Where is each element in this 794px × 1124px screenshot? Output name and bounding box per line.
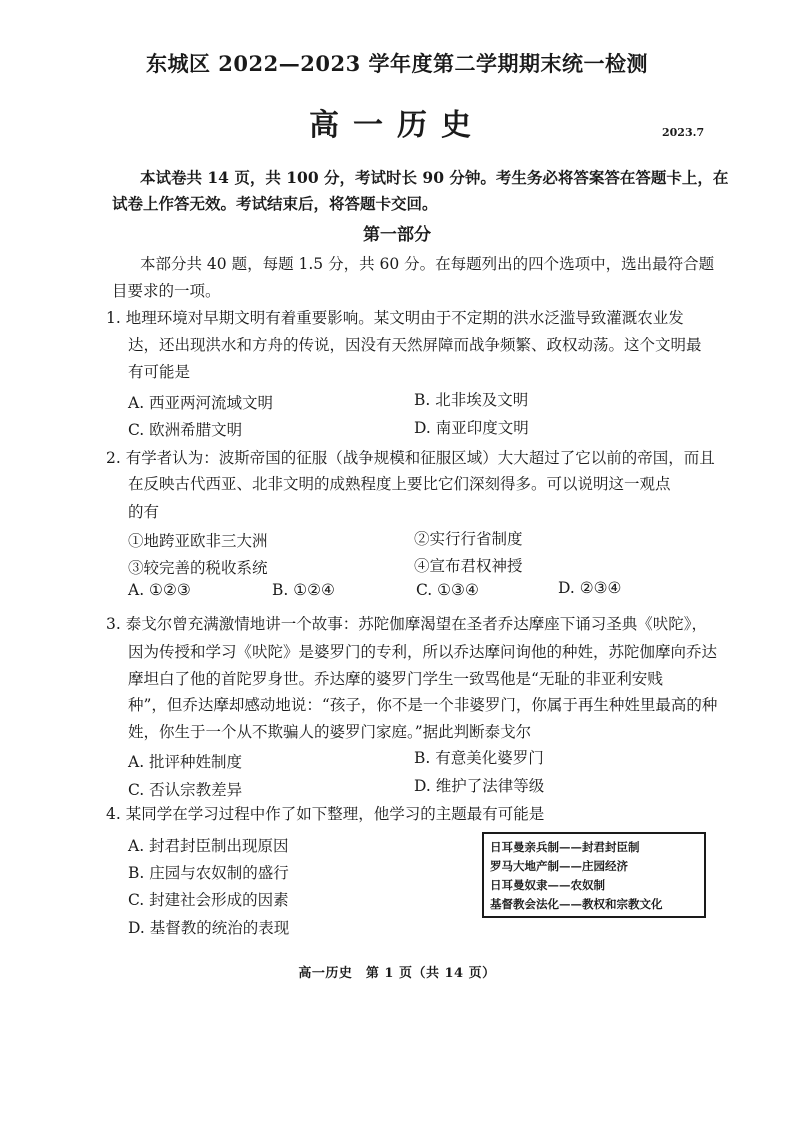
q2-option-d: D. ②③④: [558, 579, 622, 597]
q2-stem-line: 2. 有学者认为：波斯帝国的征服（战争规模和征服区域）大大超过了它以前的帝国，而且: [106, 449, 715, 467]
q4-notes-box: [482, 832, 706, 918]
q4-option-c: C. 封建社会形成的因素: [128, 891, 289, 909]
q3-stem-line: 摩坦白了他的首陀罗身世。乔达摩的婆罗门学生一致骂他是“无耻的非亚利安贱: [128, 670, 663, 688]
q1-option-c: C. 欧洲希腊文明: [128, 421, 243, 439]
q2-option-a: A. ①②③: [128, 581, 191, 599]
q2-item-4: ④宣布君权神授: [414, 557, 523, 575]
q1-option-d: D. 南亚印度文明: [414, 419, 529, 437]
q4-option-a: A. 封君封臣制出现原因: [128, 837, 289, 855]
q2-item-1: ①地跨亚欧非三大洲: [128, 532, 268, 550]
q4-note-line: 基督教会法化——教权和宗教文化: [490, 897, 663, 911]
q2-item-2: ②实行行省制度: [414, 530, 523, 548]
q1-stem-line: 1. 地理环境对早期文明有着重要影响。某文明由于不定期的洪水泛滥导致灌溉农业发: [106, 309, 684, 327]
q2-stem-line: 的有: [128, 503, 160, 521]
q3-stem-line: 姓，你生于一个从不欺骗人的婆罗门家庭。”据此判断泰戈尔: [128, 723, 532, 741]
q4-option-b: B. 庄园与农奴制的盛行: [128, 864, 289, 882]
q4-note-line: 日耳曼奴隶——农奴制: [490, 878, 605, 892]
subject-title: 高一历史: [309, 108, 485, 143]
intro-line-2: 试卷上作答无效。考试结束后，将答题卡交回。: [112, 194, 438, 213]
exam-title: 东城区 2022—2023 学年度第二学期期末统一检测: [145, 51, 648, 76]
q4-note-line: 日耳曼亲兵制——封君封臣制: [490, 840, 640, 854]
page-footer: 高一历史 第 1 页（共 14 页）: [298, 966, 496, 981]
q3-stem-line: 因为传授和学习《吠陀》是婆罗门的专利，所以乔达摩问询他的种姓，苏陀伽摩向乔达: [128, 643, 718, 661]
q1-stem-line: 有可能是: [128, 363, 191, 381]
intro-line-1: 本试卷共 14 页，共 100 分，考试时长 90 分钟。考生务必将答案答在答题卡上，在: [140, 168, 729, 187]
q3-option-b: B. 有意美化婆罗门: [414, 749, 544, 767]
q3-option-d: D. 维护了法律等级: [414, 777, 545, 795]
q3-stem-line: 种”，但乔达摩却感动地说：“孩子，你不是一个非婆罗门，你属于再生种姓里最高的种: [128, 696, 718, 714]
q3-option-c: C. 否认宗教差异: [128, 781, 243, 799]
section-desc-line-2: 目要求的一项。: [112, 282, 221, 300]
q2-stem-line: 在反映古代西亚、北非文明的成熟程度上要比它们深刻得多。可以说明这一观点: [128, 475, 671, 493]
q3-option-a: A. 批评种姓制度: [128, 753, 243, 771]
q4-stem-line: 4. 某同学在学习过程中作了如下整理，他学习的主题最有可能是: [106, 805, 545, 823]
section-desc-line-1: 本部分共 40 题，每题 1.5 分，共 60 分。在每题列出的四个选项中，选出最符合题: [140, 255, 715, 273]
q4-note-line: 罗马大地产制——庄园经济: [490, 859, 628, 873]
q2-option-b: B. ①②④: [272, 581, 335, 599]
q3-stem-line: 3. 泰戈尔曾充满激情地讲一个故事：苏陀伽摩渴望在圣者乔达摩座下诵习圣典《吠陀》，: [106, 615, 707, 633]
q1-option-b: B. 北非埃及文明: [414, 391, 529, 409]
section-title: 第一部分: [363, 225, 431, 245]
q2-item-3: ③较完善的税收系统: [128, 559, 268, 577]
q1-stem-line: 达，还出现洪水和方舟的传说，因没有天然屏障而战争频繁、政权动荡。这个文明最: [128, 336, 702, 354]
q1-option-a: A. 西亚两河流域文明: [128, 394, 274, 412]
exam-date: 2023.7: [662, 126, 705, 139]
q4-option-d: D. 基督教的统治的表现: [128, 919, 290, 937]
q2-option-c: C. ①③④: [416, 581, 479, 599]
